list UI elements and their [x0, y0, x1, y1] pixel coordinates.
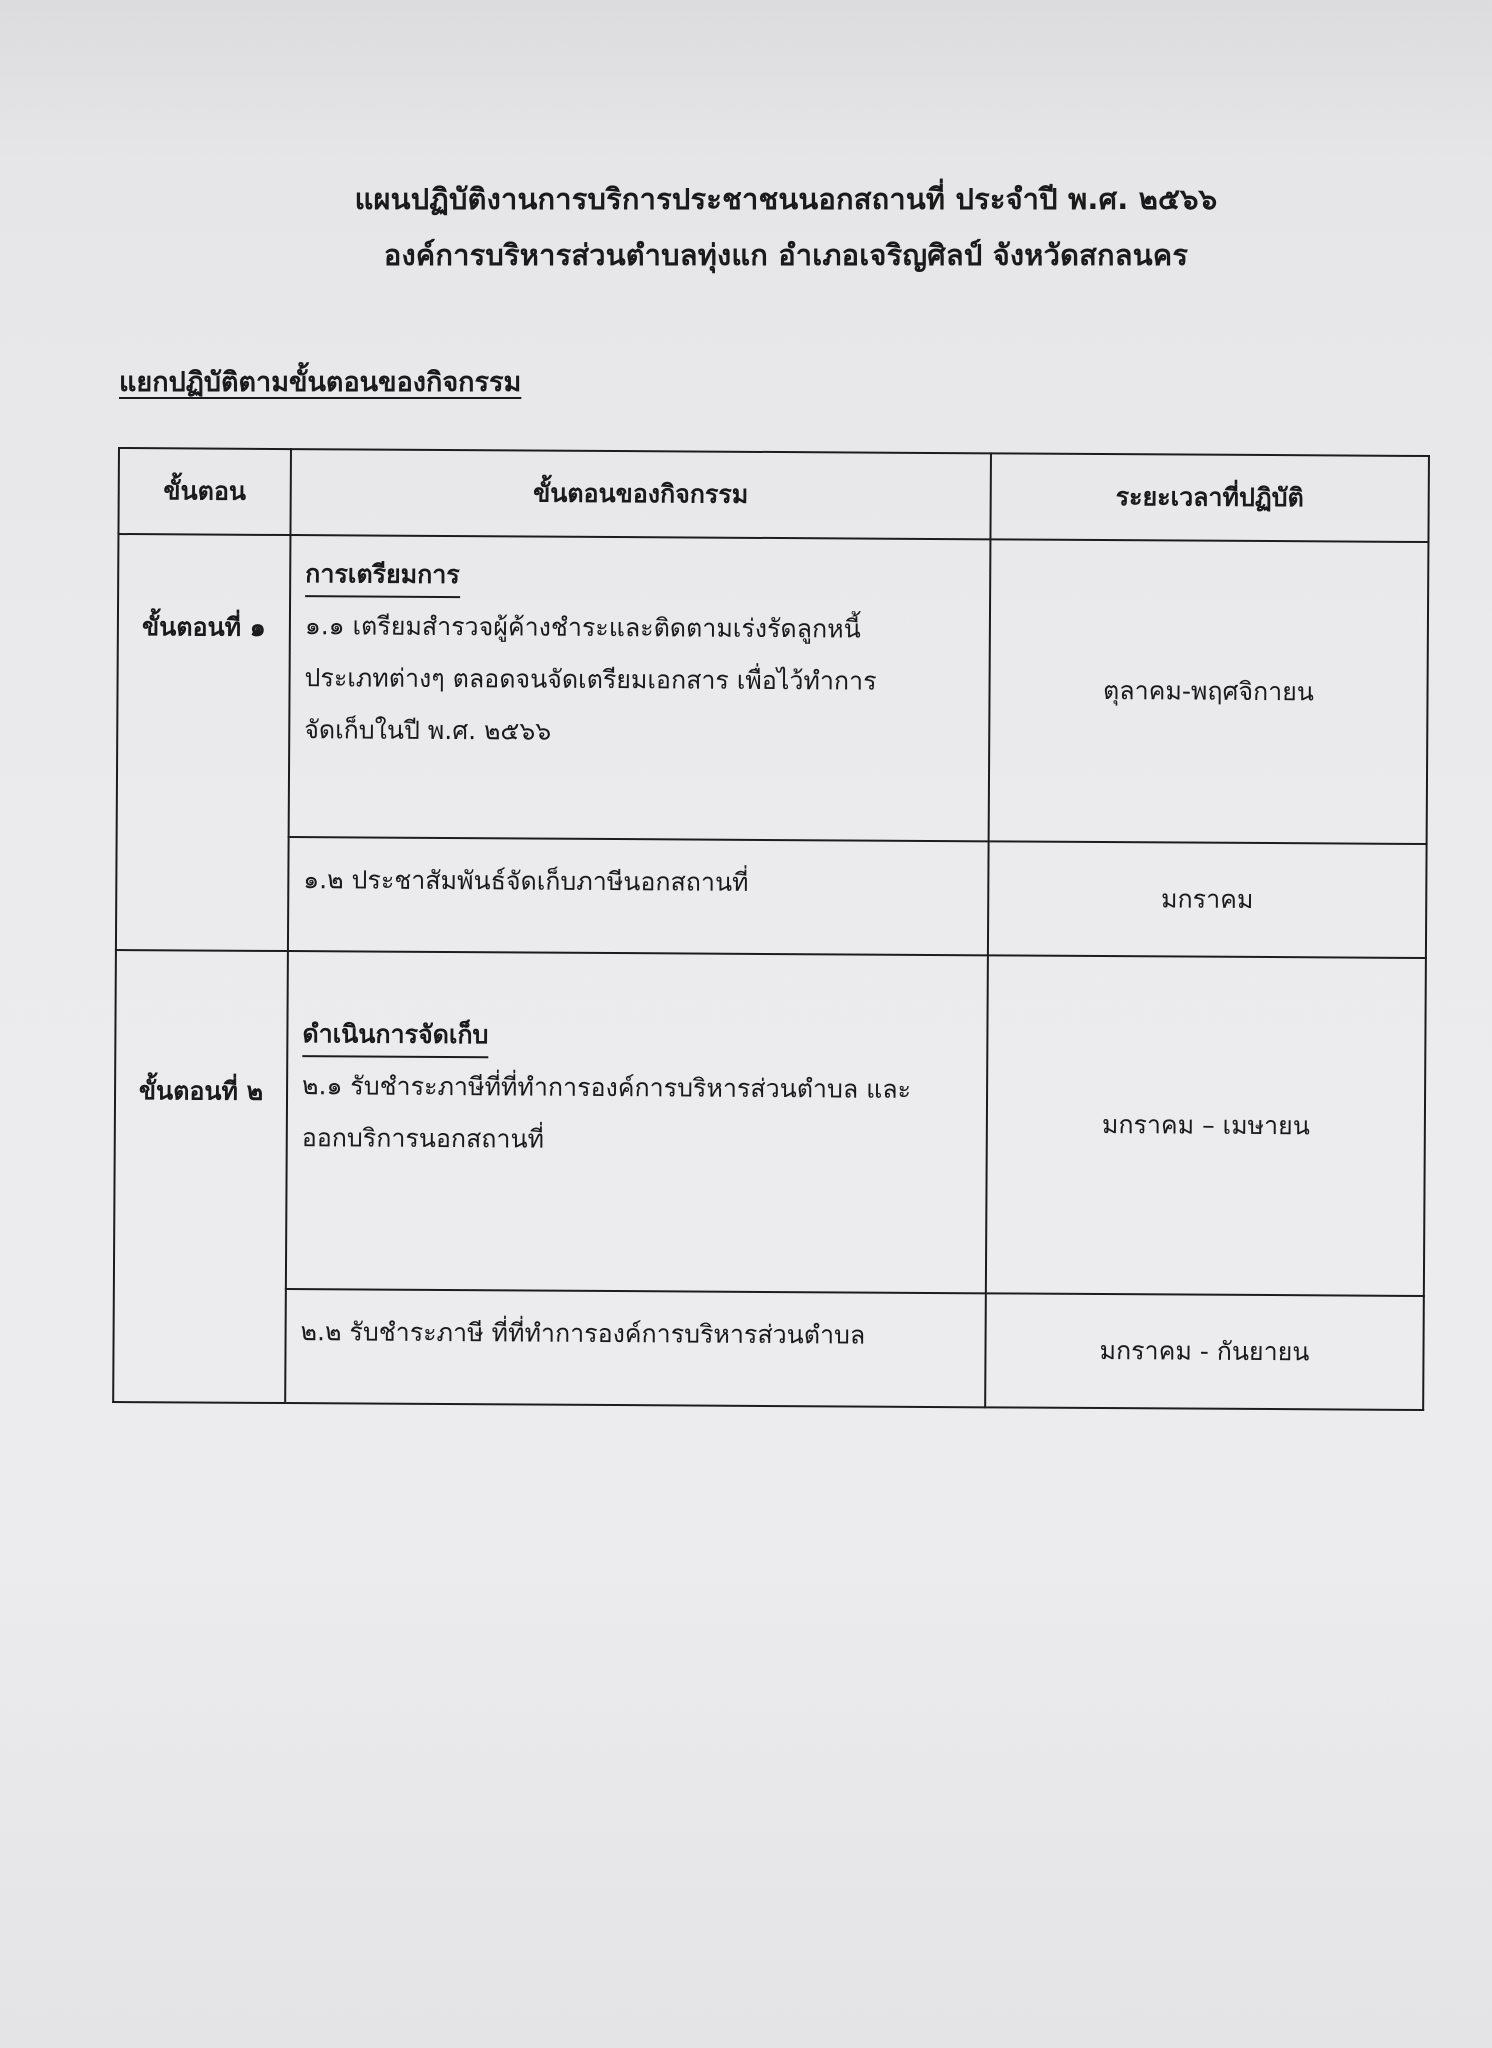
activity-cell-1-2: [288, 837, 989, 955]
table-row: [114, 950, 1426, 1296]
header-step: ขั้นตอน: [118, 448, 291, 535]
period-cell-2-1: มกราคม – เมษายน: [986, 955, 1426, 1296]
step-2-label: ขั้นตอนที่ ๒: [113, 950, 288, 1403]
activity-line: ๑.๑ เตรียมสำรวจผู้ค้างชำระและติดตามเร่งรัดลูกหนี้: [304, 611, 861, 644]
activity-table: [112, 447, 1430, 1411]
period-cell-1-2: มกราคม: [988, 841, 1427, 958]
period-cell-2-2: มกราคม - กันยายน: [985, 1293, 1424, 1410]
period-cell-1-1: ตุลาคม-พฤศจิกายน: [989, 539, 1429, 844]
step-2-heading: ดำเนินการจัดเก็บ: [302, 1013, 488, 1058]
activity-line: ๒.๒ รับชำระภาษี ที่ที่ทำการองค์การบริหารส่วนตำบล: [300, 1317, 866, 1350]
activity-line: ประเภทต่างๆ ตลอดจนจัดเตรียมเอกสาร เพื่อไว้ทำการ: [304, 663, 877, 696]
step-1-label: ขั้นตอนที่ ๑: [116, 534, 291, 951]
document-title-line-2: องค์การบริหารส่วนตำบลทุ่งแก อำเภอเจริญศิลป์ จังหวัดสกลนคร: [383, 238, 1189, 272]
activity-line: ๑.๒ ประชาสัมพันธ์จัดเก็บภาษีนอกสถานที่: [303, 865, 749, 897]
header-activity: ขั้นตอนของกิจกรรม: [290, 449, 991, 539]
section-heading: แยกปฏิบัติตามขั้นตอนของกิจกรรม: [119, 367, 522, 398]
activity-line: จัดเก็บในปี พ.ศ. ๒๕๖๖: [304, 715, 552, 746]
table-row: [116, 836, 1427, 958]
activity-line: ออกบริการนอกสถานที่: [301, 1123, 545, 1154]
activity-table-container: [112, 447, 1428, 1411]
activity-cell-2-1: [286, 951, 988, 1293]
table-row: [117, 534, 1429, 844]
table-header-row: [118, 448, 1429, 542]
document-title-line-1: แผนปฏิบัติงานการบริการประชาชนนอกสถานที่ ประจำปี พ.ศ. ๒๕๖๖: [354, 182, 1218, 216]
step-1-heading: การเตรียมการ: [305, 553, 460, 598]
activity-line: ๒.๑ รับชำระภาษีที่ที่ทำการองค์การบริหารส่วนตำบล และ: [302, 1071, 912, 1104]
activity-cell-2-2: [285, 1289, 986, 1407]
table-row: [113, 1288, 1424, 1410]
header-period: ระยะเวลาที่ปฏิบัติ: [990, 453, 1429, 542]
activity-cell-1-1: [289, 535, 991, 841]
